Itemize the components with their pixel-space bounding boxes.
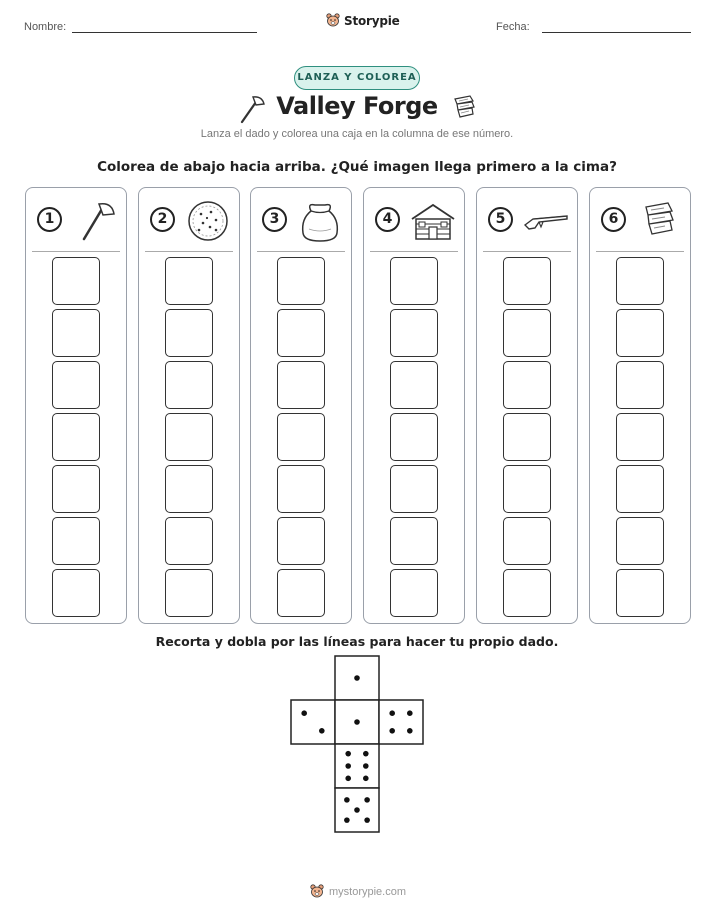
date-label: Fecha: [496,21,530,33]
cut-instruction: Recorta y dobla por las líneas para hacer tu propio dado. [155,634,559,649]
die-pip [363,751,369,757]
die-pip [389,728,395,734]
column-number: 1 [37,207,62,232]
die-face [291,700,335,744]
die-face [335,656,379,700]
column-number: 5 [488,207,513,232]
die-pip [354,719,360,725]
die-face [335,788,379,832]
column-number: 4 [375,207,400,232]
page-title: Valley Forge [276,92,438,120]
die-pip [363,763,369,769]
die-pip [345,776,351,782]
die-pip [301,710,307,716]
die-pip [345,763,351,769]
die-face [379,700,423,744]
die-pip [364,797,370,803]
die-pip [344,817,350,823]
name-label: Nombre: [24,21,67,33]
die-pip [354,807,360,813]
brand-name: Storypie [344,14,400,28]
column-number: 6 [601,207,626,232]
die-pip [407,710,413,716]
die-pip [364,817,370,823]
die-face [335,744,379,788]
footer [310,884,406,900]
die-pip [389,710,395,716]
instruction-text: Colorea de abajo hacia arriba. ¿Qué imagen llega primero a la cima? [97,159,617,175]
column-number: 2 [150,207,175,232]
die-pip [344,797,350,803]
column-number: 3 [262,207,287,232]
die-face [335,700,379,744]
die-pip [363,776,369,782]
die-pip [354,675,360,681]
die-pip [345,751,351,757]
bear-icon [310,884,324,900]
die-pip [407,728,413,734]
activity-badge: LANZA Y COLOREA [294,66,420,90]
die-pip [319,728,325,734]
page-subtitle: Lanza el dado y colorea una caja en la columna de ese número. [200,128,514,140]
footer-url: mystorypie.com [329,886,407,898]
